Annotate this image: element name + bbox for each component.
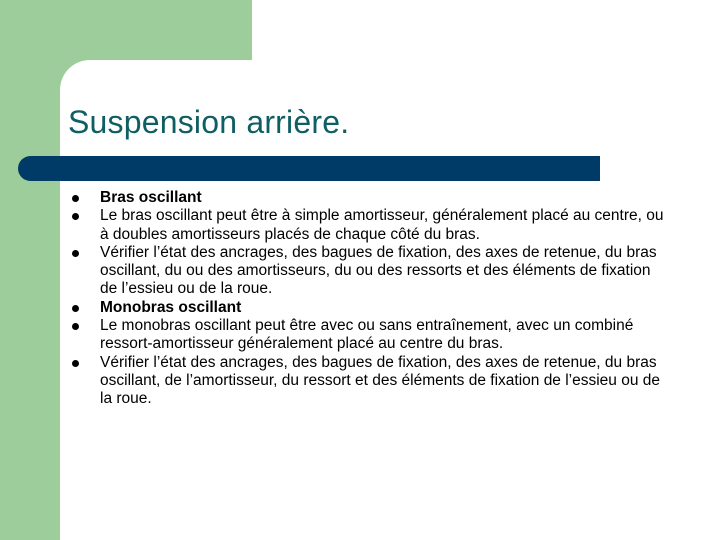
bullet-item xyxy=(68,317,668,354)
title-underline-bar xyxy=(18,156,600,181)
slide-title: Suspension arrière. xyxy=(68,104,350,140)
bullet-text: Monobras oscillant xyxy=(100,298,242,316)
bullet-dot-icon xyxy=(72,250,79,257)
bullet-text: Le monobras oscillant peut être avec ou sans entraînement, avec un combiné ressort-amortisseur généralement placé au centre du bras. xyxy=(100,317,634,353)
bullet-text: Vérifier l’état des ancrages, des bagues de fixation, des axes de retenue, du bras oscillant, de l’amortisseur, du ressort et des éléments de fixation de l’essieu ou de la roue. xyxy=(100,353,661,408)
bullet-dot-icon xyxy=(72,305,79,312)
bullet-item xyxy=(68,189,668,207)
bullet-item xyxy=(68,244,668,299)
bullet-item xyxy=(68,207,668,244)
bullet-item xyxy=(68,299,668,317)
bullet-item xyxy=(68,354,668,409)
decorative-green-strip xyxy=(0,0,60,540)
bullet-text: Le bras oscillant peut être à simple amortisseur, généralement placé au centre, ou à doubles amortisseurs placés de chaque côté du bras. xyxy=(100,207,664,243)
bullet-text: Bras oscillant xyxy=(100,189,202,206)
bullet-dot-icon xyxy=(72,195,79,202)
bullet-list xyxy=(68,189,668,409)
bullet-dot-icon xyxy=(72,323,79,330)
bullet-dot-icon xyxy=(72,360,79,367)
bullet-dot-icon xyxy=(72,213,79,220)
bullet-text: Vérifier l’état des ancrages, des bagues de fixation, des axes de retenue, du bras oscillant, du ou des amortisseurs, du ou des ressorts et des éléments de fixation de l’essieu ou de la roue. xyxy=(100,243,657,298)
